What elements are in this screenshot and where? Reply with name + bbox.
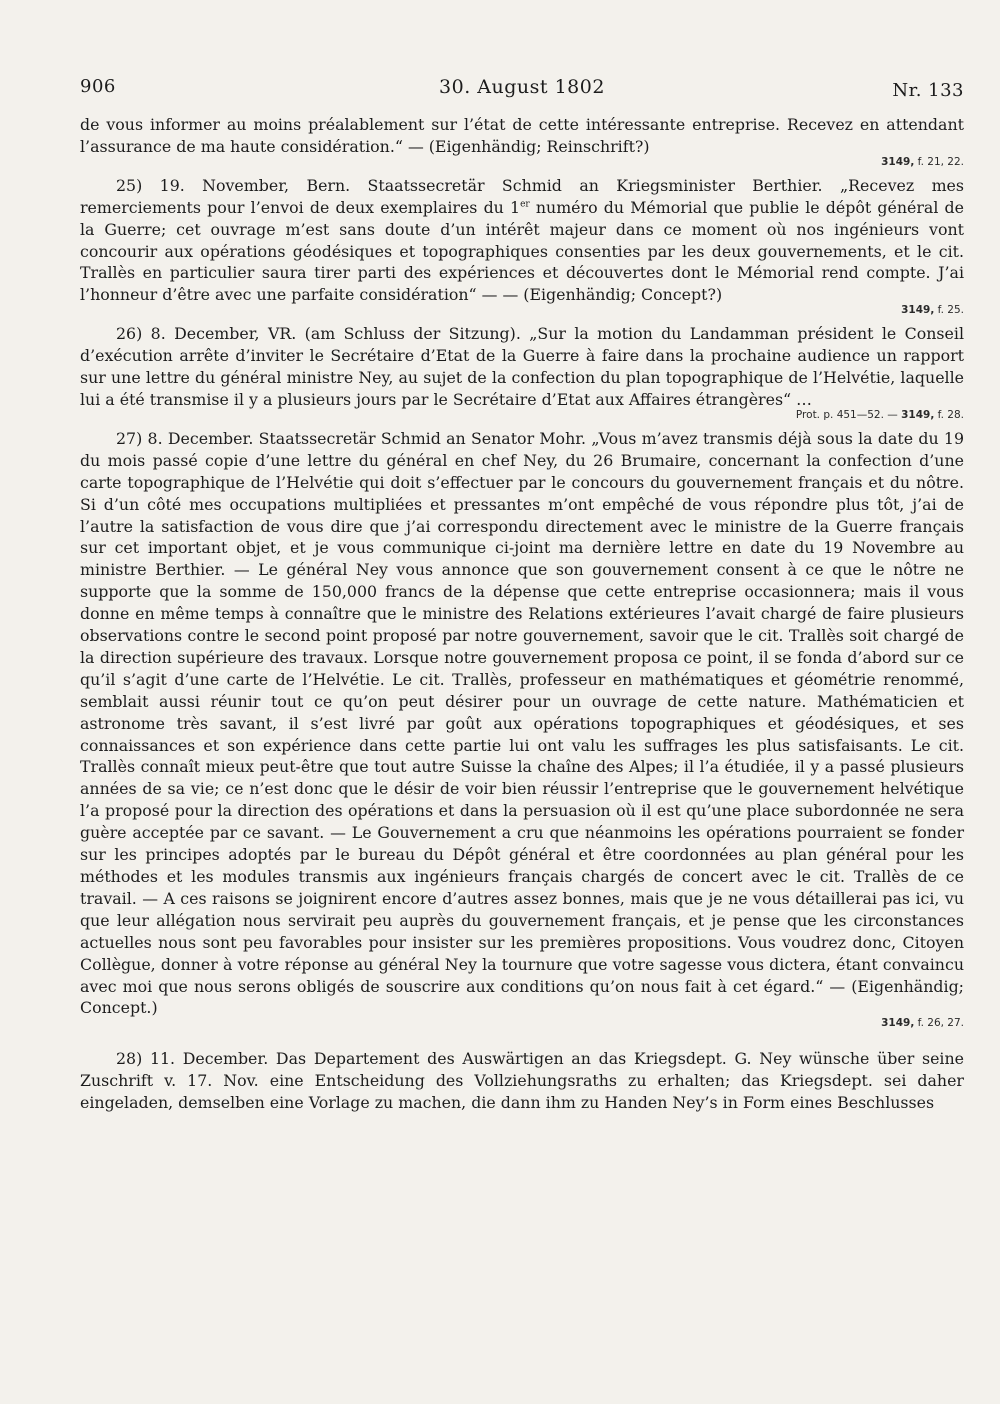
archive-reference: 3149, f. 26, 27. [881, 1017, 964, 1030]
entry-continuation [80, 114, 964, 158]
entry-text: 28) 11. December. Das Departement des Auswärtigen an das Kriegsdept. G. Ney wünsche über seine Zuschrift v. 17. Nov. eine Entscheidung des Vollziehungsraths zu erhalten; das Kriegsdept. sei daher eingeladen, demselben eine Vorlage zu machen, die dann ihm zu Handen Ney’s in Form eines Beschlusses [80, 1049, 964, 1113]
page-number: 906 [80, 76, 116, 97]
entry-26 [80, 323, 964, 411]
archive-reference: 3149, f. 21, 22. [881, 155, 964, 168]
document-number: Nr. 133 [892, 80, 964, 101]
superscript: er [520, 199, 530, 210]
archive-reference: 3149, f. 25. [901, 304, 964, 317]
entry-25 [80, 175, 964, 306]
entry-text: 25) 19. November, Bern. Staatssecretär Schmid an Kriegsminister Berthier. „Recevez mes remerciements pour l’envoi de deux exemplaires du 1 [80, 175, 964, 217]
archive-reference: Prot. p. 451—52. — 3149, f. 28. [795, 408, 964, 421]
header-date: 30. August 1802 [439, 76, 605, 98]
entry-text: de vous informer au moins préalablement sur l’état de cette intéressante entreprise. Recevez en attendant l’assurance de ma haute considération.“ — (Eigenhändig; Reinschrift?) [80, 115, 964, 156]
page-header [80, 76, 964, 110]
entry-27 [80, 428, 964, 1019]
entry-28 [80, 1048, 964, 1114]
entry-text: 26) 8. December, VR. (am Schluss der Sitzung). „Sur la motion du Landamman président le Conseil d’exécution arrête d’inviter le Secrétaire d’Etat de la Guerre à faire dans la prochaine audience un rapport sur une lettre du général ministre Ney, au sujet de la confection du plan topographique de l’Helvétie, laquelle lui a été transmise il y a plusieurs jours par le Secrétaire d’Etat aux Affaires étrangères“ … [80, 324, 964, 409]
page-body [80, 114, 964, 1114]
entry-text: 27) 8. December. Staatssecretär Schmid an Senator Mohr. „Vous m’avez transmis déjà sous la date du 19 du mois passé copie d’une lettre du général en chef Ney, du 26 Brumaire, concernant la confection d’une carte topographique de l’Helvétie qui doit s’effectuer par le concours du gouvernement français et du nôtre. Si d’un côté mes occupations multipliées et pressantes m’ont empêché de vous répondre plus tôt, j’ai de l’autre la satisfaction de vous dire que j’ai correspondu directement avec le ministre de la Guerre français sur cet important objet, et je vous communique ci-joint ma dernière lettre en date du 19 Novembre au ministre Berthier. — Le général Ney vous annonce que son gouvernement consent à ce que le nôtre ne supporte que la somme de 150,000 francs de la dépense que cette entreprise occasionnera; mais il vous donne en même temps à connaître que le ministre des Relations extérieures l’avait chargé de faire plusieurs observations contre le second point proposé par notre gouvernement, savoir que le cit. Trallès soit chargé de la direction supérieure des travaux. Lorsque notre gouvernement proposa ce point, il se fonda d’abord sur ce qu’il s’agit d’une carte de l’Helvétie. Le cit. Trallès, professeur en mathématiques et géométrie renommé, semblait aussi réunir tout ce qu’on peut désirer pour un ouvrage de cette nature. Mathématicien et astronome très savant, il s’est livré par goût aux opérations topographiques et géodésiques, et ses connaissances et son expérience dans cette partie lui ont valu les suffrages les plus satisfaisants. Le cit. Trallès connaît mieux peut-être que tout autre Suisse la chaîne des Alpes; il l’a étudiée, il y a passé plusieurs années de sa vie; ce n’est donc que le désir de voir bien réussir l’entreprise que le gouvernement helvétique l’a proposé pour la direction des opérations et dans la persuasion où il est qu’une place subordonnée ne sera guère acceptée par ce savant. — Le Gouvernement a cru que néanmoins les opérations pourraient se fonder sur les principes adoptés par le bureau du Dépôt général et être coordonnées au plan général pour les méthodes et les modules transmis aux ingénieurs français chargés de concert avec le cit. Trallès de ce travail. — A ces raisons se joignirent encore d’autres assez bonnes, mais que je ne vous détaillerai pas ici, vu que leur allégation nous servirait peu auprès du gouvernement français, et je pense que les circonstances actuelles nous sont peu favorables pour insister sur les premières propositions. Vous voudrez donc, Citoyen Collègue, donner à votre réponse au général Ney la tournure que votre sagesse vous dictera, étant convaincu avec moi que nous serons obligés de souscrire aux conditions qu’on nous fait à cet égard.“ — (Eigenhändig; Concept.) [80, 428, 964, 1018]
entry-text-cont: numéro du Mémorial que publie le dépôt général de la Guerre; cet ouvrage m’est sans doute d’un intérêt majeur dans ce moment où nos ingénieurs vont concourir aux opérations géodésiques et topographiques consenties par les deux gouvernements, et le cit. Trallès en particulier saura tirer parti des expériences et découvertes dont le Mémorial rend compte. J’ai l’honneur d’être avec une parfaite considération“ — — (Eigenhändig; Concept?) [80, 197, 964, 305]
